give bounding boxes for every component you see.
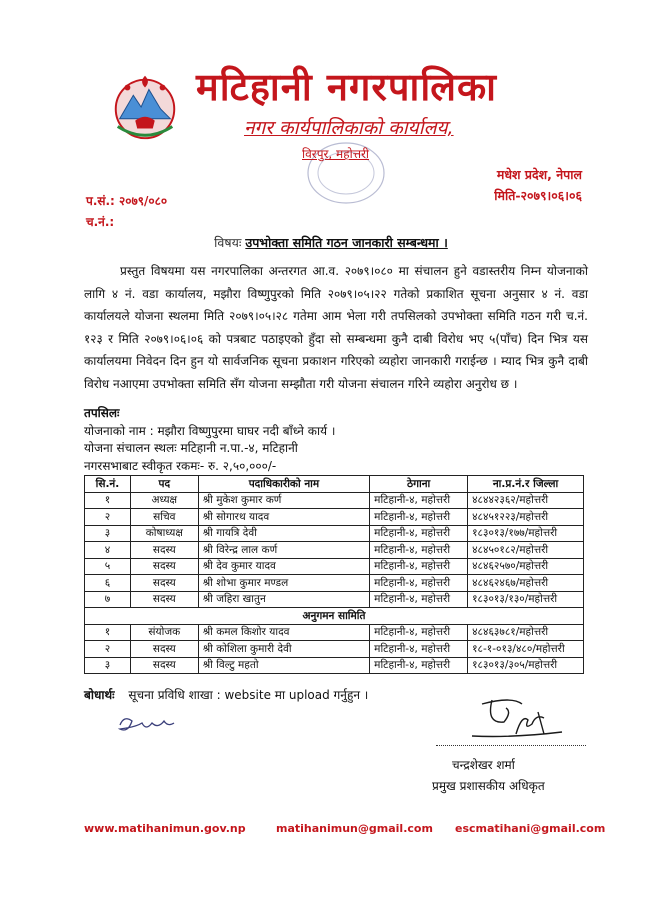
copy-to-text: सूचना प्रविधि शाखा : website मा upload गर्नुहुन । bbox=[128, 688, 369, 702]
cell: १८३०१३/३०५/महोत्तरी bbox=[468, 657, 584, 674]
signatory-name: चन्द्रशेखर शर्मा bbox=[452, 758, 515, 772]
cell: ४ bbox=[85, 542, 131, 559]
cell: श्री कोशिला कुमारी देवी bbox=[198, 641, 369, 658]
copy-to-note bbox=[84, 686, 368, 703]
column-header: पदाधिकारीको नाम bbox=[198, 476, 369, 493]
cell: सदस्य bbox=[130, 575, 198, 592]
dispatch-number: च.नं.: bbox=[86, 215, 115, 229]
cell: श्री गायत्रि देवी bbox=[198, 525, 369, 542]
cell: ४८४६२४६७/महोत्तरी bbox=[468, 575, 584, 592]
cell: १ bbox=[85, 624, 131, 641]
cell: १८-१-०१३/४८०/महोत्तरी bbox=[468, 641, 584, 658]
column-header: सि.नं. bbox=[85, 476, 131, 493]
nepal-emblem-logo bbox=[106, 68, 184, 146]
table-row bbox=[85, 641, 584, 658]
cell: ४८४५०१८२/महोत्तरी bbox=[468, 542, 584, 559]
letter-date: मिति-२०७९।०६।०६ bbox=[494, 188, 582, 203]
cell: श्री सोगारथ यादव bbox=[198, 509, 369, 526]
cell: संयोजक bbox=[130, 624, 198, 641]
cell: सदस्य bbox=[130, 591, 198, 608]
cell: श्री विरेन्द्र लाल कर्ण bbox=[198, 542, 369, 559]
cell: २ bbox=[85, 641, 131, 658]
municipality-name: मटिहानी नगरपालिका bbox=[196, 65, 497, 109]
cell: मटिहानी-४, महोत्तरी bbox=[370, 575, 468, 592]
cell: श्री देव कुमार यादव bbox=[198, 558, 369, 575]
cell: सदस्य bbox=[130, 657, 198, 674]
cell: ४८४४२३६२/महोत्तरी bbox=[468, 492, 584, 509]
column-header: पद bbox=[130, 476, 198, 493]
cell: कोषाध्यक्ष bbox=[130, 525, 198, 542]
table-row bbox=[85, 657, 584, 674]
cell: ७ bbox=[85, 591, 131, 608]
cell: सदस्य bbox=[130, 542, 198, 559]
cell: ४८४६३७८१/महोत्तरी bbox=[468, 624, 584, 641]
project-details bbox=[84, 405, 335, 475]
cell: मटिहानी-४, महोत्तरी bbox=[370, 641, 468, 658]
table-row bbox=[85, 624, 584, 641]
cell: मटिहानी-४, महोत्तरी bbox=[370, 624, 468, 641]
cell: श्री जहिरा खातुन bbox=[198, 591, 369, 608]
cell: ३ bbox=[85, 657, 131, 674]
table-row bbox=[85, 525, 584, 542]
cell: ५ bbox=[85, 558, 131, 575]
details-heading: तपसिलः bbox=[84, 406, 120, 420]
cell: श्री शोभा कुमार मण्डल bbox=[198, 575, 369, 592]
cell: मटिहानी-४, महोत्तरी bbox=[370, 558, 468, 575]
table-row bbox=[85, 492, 584, 509]
signatory-title: प्रमुख प्रशासकीय अधिकृत bbox=[432, 779, 545, 793]
cell: श्री कमल किशोर यादव bbox=[198, 624, 369, 641]
cell: ४८४६२५७०/महोत्तरी bbox=[468, 558, 584, 575]
cell: सदस्य bbox=[130, 558, 198, 575]
monitoring-committee-heading: अनुगमन सामिति bbox=[85, 608, 584, 625]
cell: मटिहानी-४, महोत्तरी bbox=[370, 542, 468, 559]
project-location: योजना संचालन स्थलः मटिहानी न.पा.-४, मटिहानी bbox=[84, 441, 298, 455]
body-paragraph: प्रस्तुत विषयमा यस नगरपालिका अन्तरगत आ.व. २०७९।०८० मा संचालन हुने वडास्तरीय निम्न योजनाको लागि ४ नं. वडा कार्यालय, मझौरा विष्णुपुरको मिति २०७९।०५।२२ गतेको प्रकाशित सूचना अनुसार ४ नं. वडा कार्यालयले योजना स्थलमा मिति २०७९।०५।२८ गतेमा आम भेला गरी तपसिलको उपभोक्ता समिति गठन गरी च.नं. १२३ र मिति २०७९।०६।०६ को पत्रबाट पठाइएको हुँदा सो सम्बन्धमा कुनै दाबी विरोध भए ५(पाँच) दिन भित्र यस कार्यालयमा निवेदन दिन हुन यो सार्वजनिक सूचना प्रकाशन गरिएको व्यहोरा जानकारी गराईन्छ । म्याद भित्र कुनै दाबी विरोध नआएमा उपभोक्ता समिति सँग योजना सम्झौता गरी योजना संचालन गरिने व्यहोरा अनुरोध छ । bbox=[84, 264, 588, 391]
cell: १८३०१३/१७७/महोत्तरी bbox=[468, 525, 584, 542]
table-header-row bbox=[85, 476, 584, 493]
cell: मटिहानी-४, महोत्तरी bbox=[370, 509, 468, 526]
cell: मटिहानी-४, महोत्तरी bbox=[370, 591, 468, 608]
table-row bbox=[85, 509, 584, 526]
footer-email-link-secondary[interactable]: escmatihani@gmail.com bbox=[455, 822, 606, 835]
reference-number: प.सं.: २०७९/०८० bbox=[86, 194, 168, 208]
table-row bbox=[85, 575, 584, 592]
approved-amount: नगरसभाबाट स्वीकृत रकमः- रु. २,५०,०००/- bbox=[84, 458, 277, 473]
cell: १८३०१३/१३०/महोत्तरी bbox=[468, 591, 584, 608]
office-address: विरपुर, महोत्तरी bbox=[302, 147, 370, 161]
column-header: ना.प्र.नं.र जिल्ला bbox=[468, 476, 584, 493]
copy-to-label: बोधार्थः bbox=[84, 688, 115, 702]
cell: १ bbox=[85, 492, 131, 509]
cell: ४८४५१२२३/महोत्तरी bbox=[468, 509, 584, 526]
subject-text: उपभोक्ता समिति गठन जानकारी सम्बन्धमा । bbox=[245, 235, 448, 250]
committee-table bbox=[84, 475, 584, 674]
office-name: नगर कार्यपालिकाको कार्यालय, bbox=[244, 117, 454, 139]
footer-email-link[interactable]: matihanimun@gmail.com bbox=[276, 822, 433, 835]
cell: मटिहानी-४, महोत्तरी bbox=[370, 657, 468, 674]
cell: ३ bbox=[85, 525, 131, 542]
table-row bbox=[85, 542, 584, 559]
province-label: मधेश प्रदेश, नेपाल bbox=[496, 167, 582, 182]
cell: मटिहानी-४, महोत्तरी bbox=[370, 525, 468, 542]
footer-website-link[interactable]: www.matihanimun.gov.np bbox=[84, 822, 246, 835]
cell: अध्यक्ष bbox=[130, 492, 198, 509]
cell: मटिहानी-४, महोत्तरी bbox=[370, 492, 468, 509]
cell: श्री मुकेश कुमार कर्ण bbox=[198, 492, 369, 509]
cell: ६ bbox=[85, 575, 131, 592]
monitoring-heading-row bbox=[85, 608, 584, 625]
subject-line bbox=[0, 234, 662, 251]
cell: सचिव bbox=[130, 509, 198, 526]
subject-label: विषयः bbox=[214, 235, 242, 250]
cell: श्री विल्टु महतो bbox=[198, 657, 369, 674]
column-header: ठेगाना bbox=[370, 476, 468, 493]
cell: २ bbox=[85, 509, 131, 526]
project-name: योजनाको नाम : मझौरा विष्णुपुरमा घाघर नदी बाँध्ने कार्य । bbox=[84, 423, 336, 438]
handwritten-signature bbox=[452, 694, 572, 742]
signature-line bbox=[436, 745, 586, 746]
table-row bbox=[85, 558, 584, 575]
handwritten-initial bbox=[116, 711, 178, 737]
cell: सदस्य bbox=[130, 641, 198, 658]
table-row bbox=[85, 591, 584, 608]
